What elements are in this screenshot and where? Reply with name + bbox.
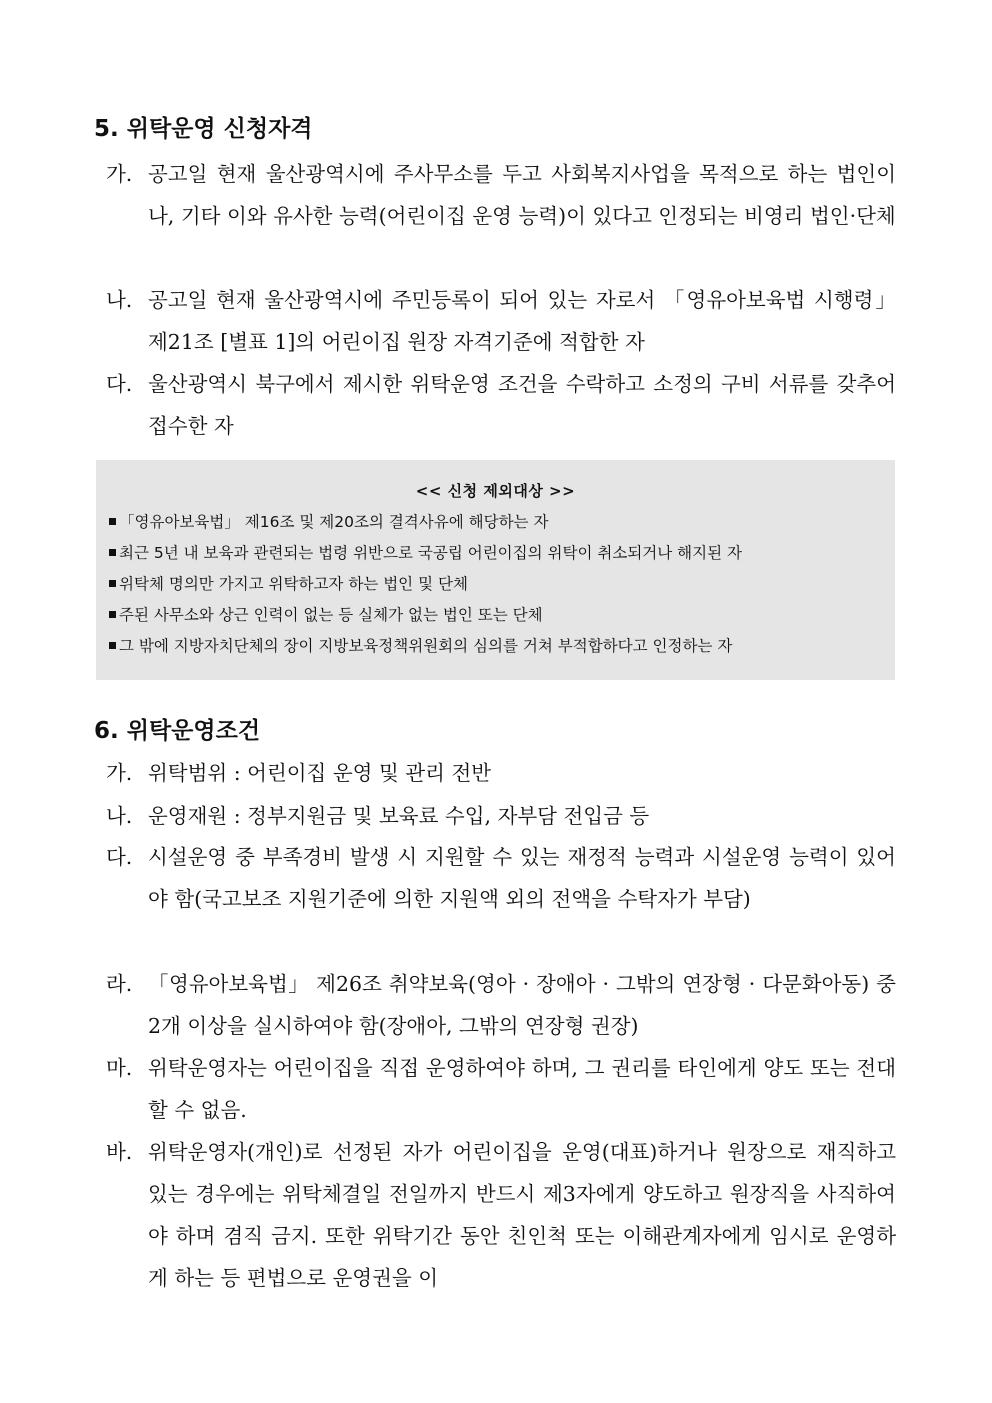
section-5-heading: 5. 위탁운영 신청자격 — [94, 116, 313, 142]
section-6-item-ba — [106, 1131, 896, 1299]
item-marker: 가. — [106, 162, 133, 186]
section-6-item-ga — [106, 752, 896, 794]
square-bullet-icon — [109, 580, 116, 587]
item-text: 위탁운영자는 어린이집을 직접 운영하여야 하며, 그 권리를 타인에게 양도 또는 전대할 수 없음. — [148, 1056, 896, 1122]
section-6-heading: 6. 위탁운영조건 — [94, 718, 261, 744]
item-marker: 나. — [106, 288, 133, 312]
exclusion-title: << 신청 제외대상 >> — [415, 482, 576, 500]
exclusion-item-text: 그 밖에 지방자치단체의 장이 지방보육정책위원회의 심의를 거쳐 부적합하다고 인정하는 자 — [119, 637, 733, 655]
item-text: 「영유아보육법」 제26조 취약보육(영아 · 장애아 · 그밖의 연장형 · 다문화아동) 중 2개 이상을 실시하여야 함(장애아, 그밖의 연장형 권장) — [148, 972, 896, 1038]
section-6-item-da — [106, 836, 896, 920]
item-text: 시설운영 중 부족경비 발생 시 지원할 수 있는 재정적 능력과 시설운영 능력이 있어야 함(국고보조 지원기준에 의한 지원액 외의 전액을 수탁자가 부담) — [148, 845, 896, 911]
section-5-item-da — [106, 363, 896, 447]
item-marker: 다. — [106, 372, 133, 396]
item-text: 공고일 현재 울산광역시에 주민등록이 되어 있는 자로서 「영유아보육법 시행령」 제21조 [별표 1]의 어린이집 원장 자격기준에 적합한 자 — [148, 288, 896, 354]
exclusion-item-text: 최근 5년 내 보육과 관련되는 법령 위반으로 국공립 어린이집의 위탁이 취소되거나 해지된 자 — [119, 544, 742, 562]
section-6-item-ma — [106, 1047, 896, 1131]
section-6-item-na — [106, 795, 896, 837]
exclusion-item-text: 주된 사무소와 상근 인력이 없는 등 실체가 없는 법인 또는 단체 — [119, 606, 543, 624]
section-6-item-ra — [106, 963, 896, 1047]
item-marker: 가. — [106, 761, 133, 785]
square-bullet-icon — [109, 642, 116, 649]
item-text: 위탁범위 : 어린이집 운영 및 관리 전반 — [148, 761, 492, 785]
section-5-item-na — [106, 279, 896, 363]
list-item — [109, 572, 889, 603]
square-bullet-icon — [109, 549, 116, 556]
item-text: 운영재원 : 정부지원금 및 보육료 수입, 자부담 전입금 등 — [148, 804, 650, 828]
exclusion-box — [96, 460, 895, 680]
item-marker: 바. — [106, 1140, 133, 1164]
item-marker: 마. — [106, 1056, 133, 1080]
square-bullet-icon — [109, 518, 116, 525]
list-item — [109, 541, 889, 572]
section-5-item-ga — [106, 153, 896, 237]
square-bullet-icon — [109, 611, 116, 618]
exclusion-list — [109, 510, 889, 665]
list-item — [109, 603, 889, 634]
item-text: 위탁운영자(개인)로 선정된 자가 어린이집을 운영(대표)하거나 원장으로 재직하고 있는 경우에는 위탁체결일 전일까지 반드시 제3자에게 양도하고 원장직을 사직하여야 하며 겸직 금지. 또한 위탁기간 동안 친인척 또는 이해관계자에게 임시로 운영하게 하는 등 편법으로 운영권을 이 — [148, 1140, 896, 1290]
item-marker: 라. — [106, 972, 133, 996]
item-marker: 다. — [106, 845, 133, 869]
exclusion-item-text: 위탁체 명의만 가지고 위탁하고자 하는 법인 및 단체 — [119, 575, 468, 593]
item-text: 공고일 현재 울산광역시에 주사무소를 두고 사회복지사업을 목적으로 하는 법인이나, 기타 이와 유사한 능력(어린이집 운영 능력)이 있다고 인정되는 비영리 법인·단체 — [148, 162, 896, 228]
item-text: 울산광역시 북구에서 제시한 위탁운영 조건을 수락하고 소정의 구비 서류를 갖추어 접수한 자 — [148, 372, 896, 438]
item-marker: 나. — [106, 804, 133, 828]
exclusion-item-text: 「영유아보육법」 제16조 및 제20조의 결격사유에 해당하는 자 — [119, 513, 549, 531]
list-item — [109, 510, 889, 541]
list-item — [109, 634, 889, 665]
